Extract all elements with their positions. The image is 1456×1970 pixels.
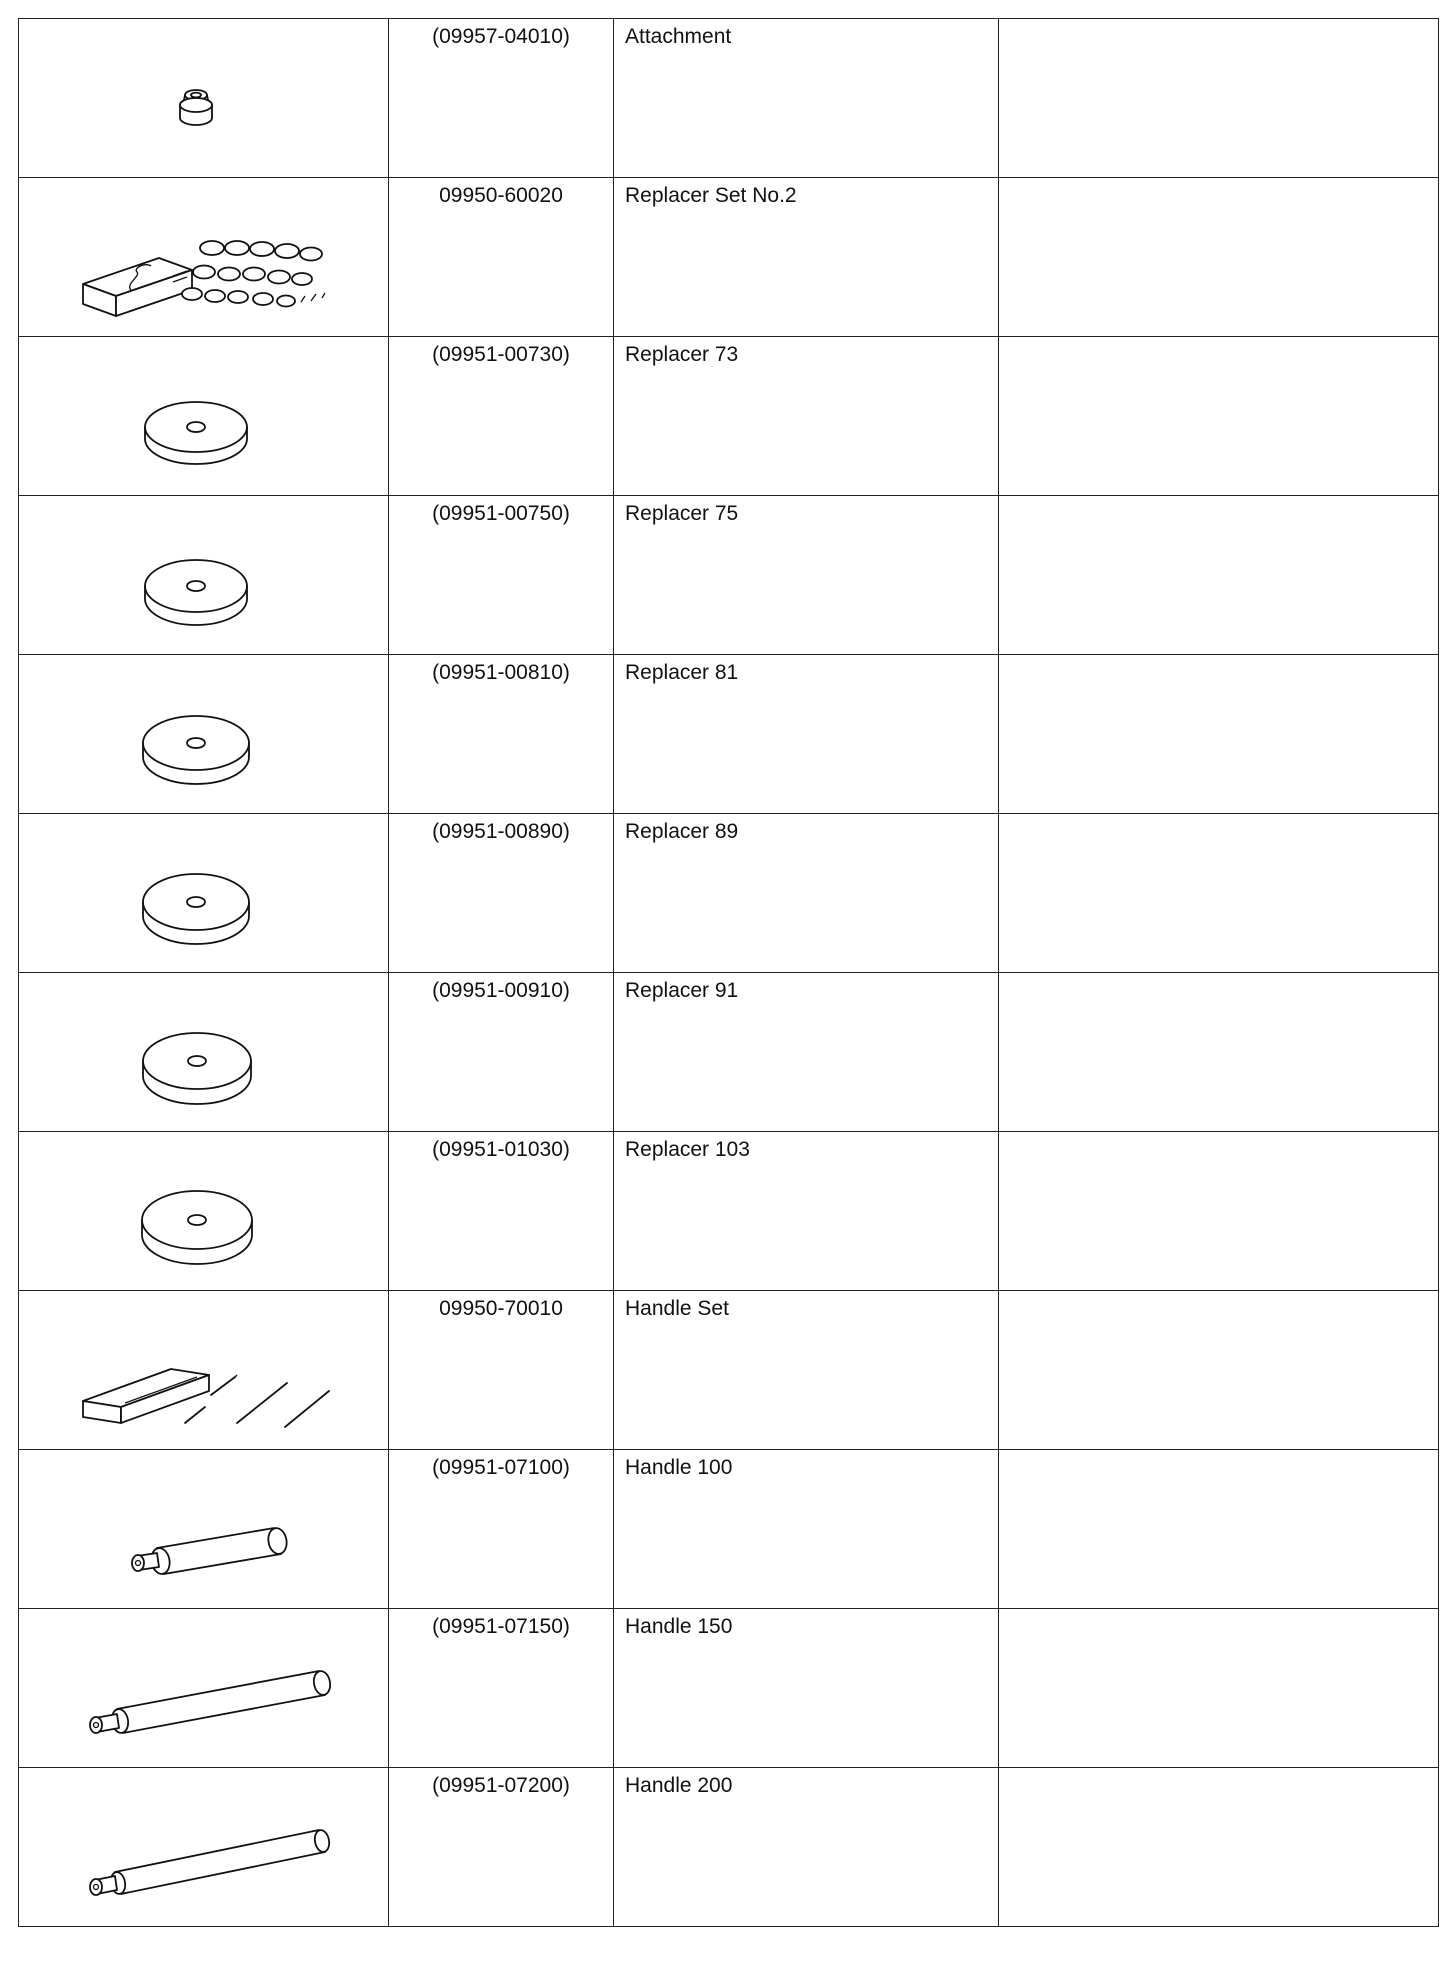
part-number: (09951-00730) (432, 343, 570, 366)
part-name-cell (614, 1609, 999, 1768)
part-name: Replacer 89 (625, 820, 739, 843)
special-tools-table (18, 18, 1439, 1927)
part-number: (09951-00750) (432, 502, 570, 525)
part-name: Handle Set (625, 1297, 729, 1320)
blank-cell (999, 178, 1439, 337)
blank-cell (999, 19, 1439, 178)
part-number: (09951-07150) (432, 1615, 570, 1638)
replacer-disc-icon (19, 814, 389, 974)
table-row (19, 337, 1439, 496)
blank-cell (999, 496, 1439, 655)
part-number-cell (389, 496, 614, 655)
part-number-cell (389, 973, 614, 1132)
tool-illustration-cell (19, 337, 389, 496)
part-number: (09951-07200) (432, 1774, 570, 1797)
tool-illustration-cell (19, 973, 389, 1132)
part-number: (09951-00890) (432, 820, 570, 843)
handle-icon (19, 1450, 389, 1610)
tool-illustration-cell (19, 655, 389, 814)
replacer-disc-icon (19, 973, 389, 1133)
part-number-cell (389, 1768, 614, 1927)
tool-illustration-cell (19, 1132, 389, 1291)
tool-illustration-cell (19, 178, 389, 337)
part-name-cell (614, 337, 999, 496)
replacer-disc-icon (19, 496, 389, 656)
part-name-cell (614, 814, 999, 973)
part-name-cell (614, 655, 999, 814)
part-name: Handle 200 (625, 1774, 733, 1797)
table-row (19, 1132, 1439, 1291)
replacer-disc-icon (19, 1132, 389, 1292)
blank-cell (999, 1768, 1439, 1927)
part-number-cell (389, 1291, 614, 1450)
tool-illustration-cell (19, 1768, 389, 1927)
part-name-cell (614, 973, 999, 1132)
part-name: Replacer 75 (625, 502, 739, 525)
tool-illustration-cell (19, 19, 389, 178)
replacer-disc-icon (19, 337, 389, 497)
table-row (19, 1291, 1439, 1450)
part-number: (09951-00810) (432, 661, 570, 684)
part-name: Attachment (625, 25, 732, 48)
part-name: Replacer 91 (625, 979, 739, 1002)
table-row (19, 1609, 1439, 1768)
table-row (19, 655, 1439, 814)
table-row (19, 814, 1439, 973)
part-number: 09950-60020 (439, 184, 563, 207)
part-name-cell (614, 1291, 999, 1450)
part-name: Replacer 73 (625, 343, 739, 366)
part-number: (09951-00910) (432, 979, 570, 1002)
part-name-cell (614, 19, 999, 178)
blank-cell (999, 655, 1439, 814)
table-row (19, 178, 1439, 337)
part-name: Handle 150 (625, 1615, 733, 1638)
part-number-cell (389, 655, 614, 814)
table-row (19, 973, 1439, 1132)
part-number: 09950-70010 (439, 1297, 563, 1320)
tool-illustration-cell (19, 814, 389, 973)
blank-cell (999, 337, 1439, 496)
blank-cell (999, 1450, 1439, 1609)
tool-illustration-cell (19, 1450, 389, 1609)
part-name-cell (614, 496, 999, 655)
part-number: (09951-01030) (432, 1138, 570, 1161)
handle-icon (19, 1609, 389, 1769)
part-number: (09957-04010) (432, 25, 570, 48)
part-name-cell (614, 178, 999, 337)
part-number-cell (389, 337, 614, 496)
part-name-cell (614, 1768, 999, 1927)
blank-cell (999, 973, 1439, 1132)
part-number: (09951-07100) (432, 1456, 570, 1479)
part-number-cell (389, 1132, 614, 1291)
handle-icon (19, 1768, 389, 1928)
part-name-cell (614, 1132, 999, 1291)
tool-illustration-cell (19, 1609, 389, 1768)
blank-cell (999, 1132, 1439, 1291)
part-number-cell (389, 178, 614, 337)
part-name-cell (614, 1450, 999, 1609)
table-row (19, 1768, 1439, 1927)
part-name: Replacer 103 (625, 1138, 750, 1161)
replacer-disc-icon (19, 655, 389, 815)
handle-set-icon (19, 1291, 389, 1451)
table-row (19, 19, 1439, 178)
attachment-icon (19, 19, 389, 179)
part-number-cell (389, 1450, 614, 1609)
blank-cell (999, 814, 1439, 973)
part-number-cell (389, 814, 614, 973)
part-name: Replacer 81 (625, 661, 739, 684)
part-name: Replacer Set No.2 (625, 184, 797, 207)
table-row (19, 496, 1439, 655)
tool-illustration-cell (19, 1291, 389, 1450)
part-name: Handle 100 (625, 1456, 733, 1479)
part-number-cell (389, 19, 614, 178)
replacer-set-case-icon (19, 178, 389, 338)
part-number-cell (389, 1609, 614, 1768)
blank-cell (999, 1609, 1439, 1768)
table-row (19, 1450, 1439, 1609)
blank-cell (999, 1291, 1439, 1450)
tool-illustration-cell (19, 496, 389, 655)
